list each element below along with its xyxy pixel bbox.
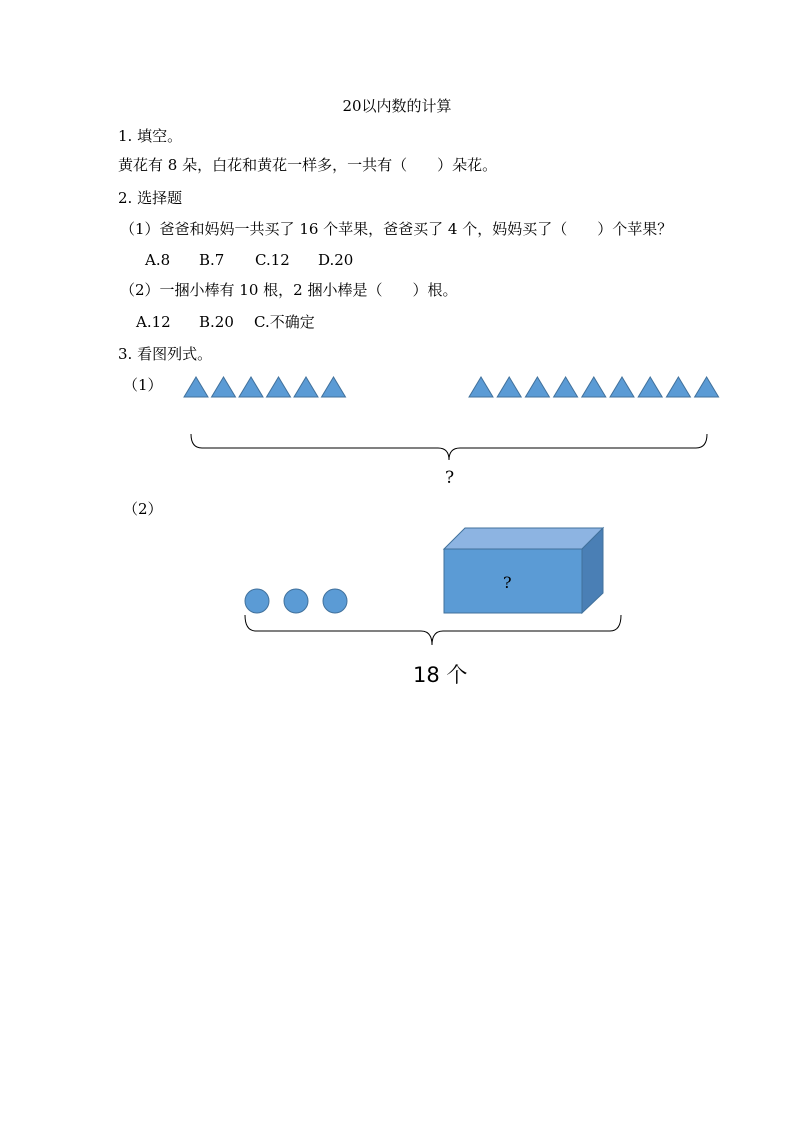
box-front-face: [444, 549, 582, 613]
circle: [284, 589, 308, 613]
section-3-heading: 3. 看图列式。: [118, 345, 213, 363]
box-top-face: [444, 528, 603, 549]
option-b: B.7: [199, 251, 225, 269]
option-d: D.20: [318, 251, 354, 269]
section-1-heading: 1. 填空。: [118, 127, 183, 145]
page-title: 20以内数的计算: [342, 97, 452, 115]
circle-group: [245, 589, 347, 613]
section-2-heading: 2. 选择题: [118, 189, 183, 207]
circle: [323, 589, 347, 613]
circle: [245, 589, 269, 613]
option-b: B.20: [199, 313, 234, 331]
fill-blank-question: 黄花有 8 朵，白花和黄花一样多，一共有（ ）朵花。: [118, 156, 498, 174]
option-c: C.不确定: [254, 313, 315, 331]
choice-question-1: （1）爸爸和妈妈一共买了 16 个苹果，爸爸买了 4 个，妈妈买了（ ）个苹果？: [120, 220, 673, 238]
brace-2: [245, 615, 621, 645]
figure-2-total: 18 个: [413, 663, 468, 687]
figure-1-label: （1）: [123, 376, 163, 394]
box-question-mark: ?: [503, 573, 512, 592]
box-shape: [444, 528, 603, 613]
option-a: A.8: [145, 251, 171, 269]
option-c: C.12: [255, 251, 290, 269]
choice-question-2: （2）一捆小棒有 10 根，2 捆小棒是（ ）根。: [120, 281, 458, 299]
figure-2-label: （2）: [123, 500, 163, 518]
figure-1-question-mark: ?: [445, 468, 455, 488]
option-a: A.12: [136, 313, 171, 331]
